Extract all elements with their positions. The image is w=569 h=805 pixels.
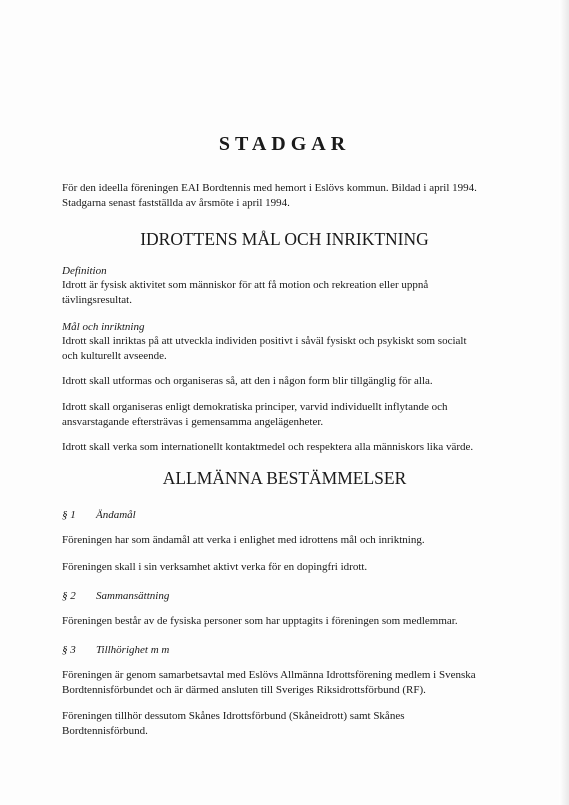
paragraph-line: Bordtennisförbundet och är därmed ansluten till Sveriges Riksidrottsförbund (RF). — [62, 684, 426, 696]
section-title: Tillhörighet m m — [96, 644, 170, 656]
section-1-heading — [62, 509, 136, 521]
definition-paragraph — [62, 278, 428, 308]
section-1-paragraph: Föreningen skall i sin verksamhet aktivt verka för en dopingfri idrott. — [62, 561, 368, 573]
section-title: Sammansättning — [96, 590, 170, 602]
paragraph-line: Idrott skall organiseras enligt demokratiska principer, varvid individuellt inflytande och — [62, 401, 448, 413]
paragraph-line: Idrott skall inriktas på att utveckla individen positivt i såväl fysiskt och psykiskt som socialt — [62, 335, 467, 347]
section-number: § 3 — [62, 644, 76, 656]
paragraph-line: tävlingsresultat. — [62, 294, 132, 306]
section-2-paragraph: Föreningen består av de fysiska personer som har upptagits i föreningen som medlemmar. — [62, 615, 458, 627]
section-number: § 1 — [62, 509, 76, 521]
democracy-paragraph — [62, 400, 447, 430]
intro-line: För den ideella föreningen EAI Bordtennis med hemort i Eslövs kommun. Bildad i april 1994. — [62, 182, 477, 194]
section-1-paragraph: Föreningen har som ändamål att verka i enlighet med idrottens mål och inriktning. — [62, 534, 425, 546]
intro-paragraph — [62, 181, 477, 211]
goal-paragraph — [62, 334, 467, 364]
access-paragraph: Idrott skall utformas och organiseras så, att den i någon form blir tillgänglig för alla. — [62, 375, 433, 387]
intro-line: Stadgarna senast fastställda av årsmöte i april 1994. — [62, 197, 290, 209]
section-2-heading — [62, 590, 169, 602]
document-title: STADGAR — [218, 133, 351, 155]
subheading-goal: Mål och inriktning — [62, 321, 145, 333]
paragraph-line: och kulturellt avseende. — [62, 350, 167, 362]
scan-edge-shadow — [559, 0, 569, 805]
section-title: Ändamål — [96, 509, 136, 521]
paragraph-line: Idrott är fysisk aktivitet som människor för att få motion och rekreation eller uppnå — [62, 279, 429, 291]
section-3-paragraph — [62, 709, 404, 739]
international-paragraph: Idrott skall verka som internationellt kontaktmedel och respektera alla människors lika värde. — [62, 441, 474, 453]
heading-general: ALLMÄNNA BESTÄMMELSER — [162, 468, 407, 488]
paragraph-line: Bordtennisförbund. — [62, 725, 148, 737]
paragraph-line: ansvarstagande eftersträvas i gemensamma angelägenheter. — [62, 416, 324, 428]
heading-goals: IDROTTENS MÅL OCH INRIKTNING — [140, 229, 429, 249]
section-3-heading — [62, 644, 169, 656]
paragraph-line: Föreningen tillhör dessutom Skånes Idrottsförbund (Skåneidrott) samt Skånes — [62, 710, 405, 722]
subheading-definition: Definition — [62, 265, 107, 277]
paragraph-line: Föreningen är genom samarbetsavtal med Eslövs Allmänna Idrottsförening medlem i Svenska — [62, 669, 476, 681]
section-3-paragraph — [62, 668, 476, 698]
section-number: § 2 — [62, 590, 76, 602]
